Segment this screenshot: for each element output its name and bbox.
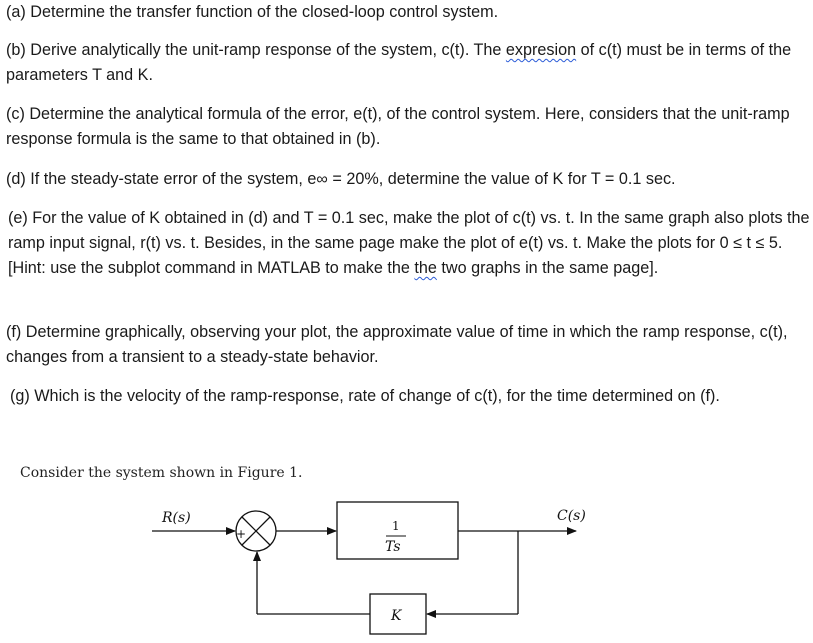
question-c: (c) Determine the analytical formula of the error, e(t), of the control system. Here, considers that the unit-ramp response formula is the same to that obtained in (b). [6,105,790,148]
misspelled-word: expresion [505,41,577,59]
forward-denominator: Ts [385,539,401,555]
figure-caption: Consider the system shown in Figure 1. [20,465,303,481]
repeated-word: the [414,259,437,277]
feedback-gain-label: K [391,608,402,624]
question-g: (g) Which is the velocity of the ramp-response, rate of change of c(t), for the time determined on (f). [10,387,720,405]
plus-sign: + [236,527,247,541]
question-e-text-1: (e) For the value of K obtained in (d) and T = 0.1 sec, make the plot of c(t) vs. t. In the same graph also plots the ramp input signal, r(t) vs. t. Besides, in the same page make the plot of e(t) vs. t. Make the plots for 0 ≤ t ≤ 5. [Hint: use the subplot command in MATLAB to make the [8,209,810,277]
question-e-text-2: two graphs in the same page]. [436,259,659,277]
question-b-text-2: of c(t) must be in terms of the parameters T and K. [6,41,792,84]
input-label: R(s) [162,510,191,526]
question-d: (d) If the steady-state error of the system, e∞ = 20%, determine the value of K for T = 0.1 sec. [6,170,676,188]
output-label: C(s) [557,508,586,524]
question-f: (f) Determine graphically, observing your plot, the approximate value of time in which the ramp response, c(t), changes from a transient to a steady-state behavior. [6,323,788,366]
forward-numerator: 1 [392,519,400,533]
question-a: (a) Determine the transfer function of the closed-loop control system. [6,3,499,21]
question-b-text-1: (b) Derive analytically the unit-ramp response of the system, c(t). The [6,41,506,59]
